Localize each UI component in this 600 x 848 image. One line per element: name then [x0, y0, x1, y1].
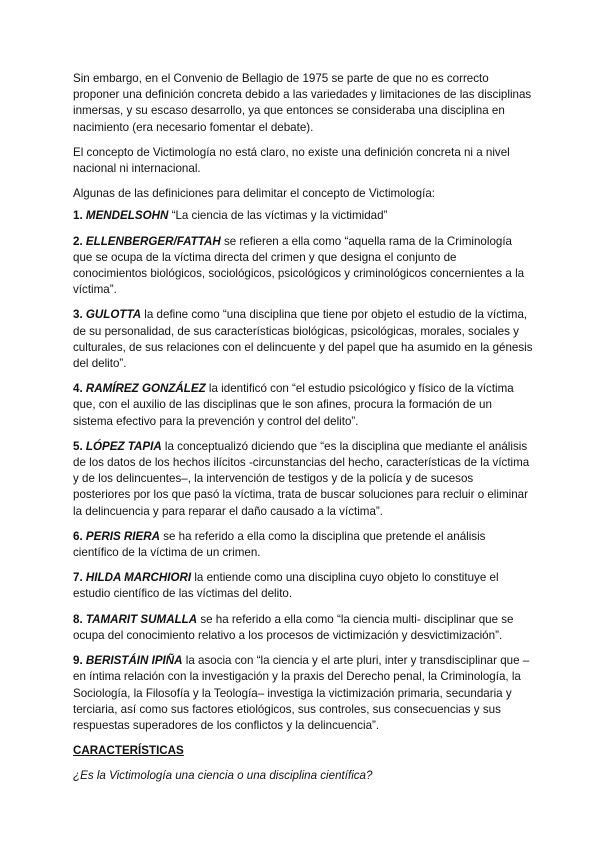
definition-author: BERISTÁIN IPIÑA	[85, 654, 183, 668]
definition-author: LÓPEZ TAPIA	[85, 439, 162, 453]
definition-text: la identificó con “el estudio psicológico y físico de la víctima que, con el auxilio de las disciplinas que le son afines, procura la formación de un sistema efectivo para la prevención y control del delito”.	[73, 382, 514, 428]
definition-text: se ha referido a ella como la disciplina que pretende el análisis científico de la víctima de un crimen.	[73, 529, 486, 560]
section-question: ¿Es la Victimología una ciencia o una disciplina científica?	[73, 769, 373, 783]
definition-text: la asocia con “la ciencia y el arte pluri, inter y transdisciplinar que –en íntima relación con la investigación y la praxis del Derecho penal, la Criminología, la Sociología, la Filosofía y la Teología– investiga la victimización primaria, secundaria y terciaria, así como sus factores etiológicos, sus controles, sus consecuencias y sus respuestas superadores de los conflictos y la delincuencia”.	[73, 654, 530, 732]
definition-number: 7.	[73, 571, 83, 585]
definition-text: “La ciencia de las víctimas y la victimidad”	[168, 209, 388, 223]
definition-number: 3.	[73, 308, 83, 322]
definition-author: TAMARIT SUMALLA	[85, 612, 198, 626]
definition-item	[73, 208, 533, 224]
definition-number: 8.	[73, 612, 83, 626]
definition-author: GULOTTA	[85, 308, 142, 322]
definition-author: PERIS RIERA	[85, 529, 160, 543]
definition-item	[73, 439, 533, 520]
definition-author: HILDA MARCHIORI	[85, 571, 192, 585]
definition-item	[73, 570, 533, 602]
definition-text: la conceptualizó diciendo que “es la disciplina que mediante el análisis de los datos de los hechos ilícitos -circunstancias del hecho, características de la víctima y de los delincuentes–, la intervención de testigos y de la policía y de sucesos posteriores por los que pasó la víctima, trata de buscar soluciones para recluir o eliminar la delincuencia y para reparar el daño causado a la víctima”.	[73, 439, 530, 518]
definition-item	[73, 307, 533, 372]
definition-number: 9.	[73, 654, 83, 668]
definition-item	[73, 653, 533, 734]
definition-number: 5.	[73, 439, 83, 453]
section-heading: CARACTERÍSTICAS	[73, 744, 184, 758]
definition-text: la entiende como una disciplina cuyo objeto lo constituye el estudio científico de las víctimas del delito.	[73, 571, 499, 601]
intro-paragraph: Sin embargo, en el Convenio de Bellagio de 1975 se parte de que no es correcto proponer una definición concreta debido a las variedades y limitaciones de las disciplinas inmersas, y su escaso desarrollo, ya que entonces se consideraba una disciplina en nacimiento (era necesario fomentar el debate).	[73, 72, 532, 134]
definition-text: se refieren a ella como “aquella rama de la Criminología que se ocupa de la víctima directa del crimen y que designa el conjunto de conocimientos biológicos, sociológicos, psicológicos y criminológicos concernientes a la víctima”.	[73, 234, 525, 297]
definition-number: 1.	[73, 209, 83, 223]
definition-author: MENDELSOHN	[85, 209, 169, 223]
intro-paragraph: Algunas de las definiciones para delimitar el concepto de Victimología:	[73, 187, 435, 201]
definition-number: 4.	[73, 382, 83, 396]
definition-item	[73, 381, 533, 430]
definition-number: 2.	[73, 234, 83, 248]
definition-text: se ha referido a ella como “la ciencia multi- disciplinar que se ocupa del conocimiento relativo a los procesos de victimización y desvictimización”.	[73, 612, 514, 642]
definition-author: RAMÍREZ GONZÁLEZ	[85, 382, 206, 396]
definition-item	[73, 612, 533, 644]
definition-text: la define como “una disciplina que tiene por objeto el estudio de la víctima, de su personalidad, de sus características biológicas, psicológicas, morales, sociales y culturales, de sus relaciones con el delincuente y del papel que ha asumido en la génesis del delito”.	[73, 308, 533, 371]
document-page	[73, 71, 533, 785]
definition-item	[73, 529, 533, 561]
intro-paragraph: El concepto de Victimología no está claro, no existe una definición concreta ni a nivel nacional ni internacional.	[73, 145, 510, 176]
definition-item	[73, 234, 533, 299]
definition-number: 6.	[73, 529, 83, 543]
definition-author: ELLENBERGER/FATTAH	[85, 234, 221, 248]
